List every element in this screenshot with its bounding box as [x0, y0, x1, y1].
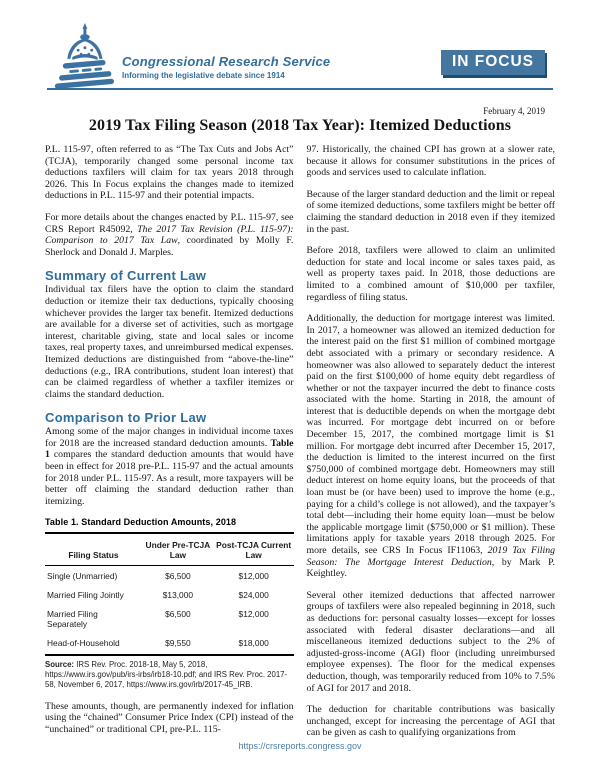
table-cell: $12,000 — [238, 571, 269, 582]
paragraph: Several other itemized deductions that affected narrower groups of taxfilers were also repealed beginning in 2018, such as deductions for: personal casualty losses—except for losses associated with federal disaster declarations—and all miscellaneous itemized deductions subject to the 2% of adjusted-gross-income (AGI) floor (including unreimbursed employee expenses). The floor for the medical expenses deduction, though, was temporarily reduced from 10% to 7.5% of AGI for 2017 and 2018. — [306, 589, 555, 694]
table-1-block — [45, 517, 294, 689]
table-cell: $6,500 — [165, 609, 191, 620]
crs-brand — [50, 22, 330, 90]
right-column — [307, 144, 556, 749]
table-cell: Married Filing Separately — [47, 609, 98, 630]
table-cell: $24,000 — [238, 590, 269, 601]
table-cell: Single (Unmarried) — [47, 571, 118, 582]
table-cell: Married Filing Jointly — [47, 590, 124, 601]
org-tagline: Informing the legislative debate since 1914 — [122, 71, 285, 80]
paragraph: The deduction for charitable contributions was basically unchanged, except for increasing the percentage of AGI that can be given as cash to qualifying organizations from — [306, 704, 555, 739]
paragraph: 97. Historically, the chained CPI has grown at a slower rate, because it allows for consumer substitutions in the prices of goods and services used to calculate inflation. — [306, 144, 555, 179]
table-row — [45, 566, 294, 586]
brand-text — [122, 54, 330, 90]
capitol-dome-icon — [50, 22, 114, 90]
paragraph: These amounts, though, are permanently indexed for inflation using the “chained” Consumer Price Index (CPI) instead of the “unchained” or traditional CPI, pre-P.L. 115- — [45, 700, 294, 736]
header-rule — [47, 88, 553, 90]
table-cell: Head-of-Household — [45, 633, 142, 655]
table-row — [45, 604, 294, 633]
table-header-cell: Post-TCJA Current Law — [214, 533, 294, 566]
table-title: Table 1. Standard Deduction Amounts, 2018 — [45, 517, 237, 528]
page-title: 2019 Tax Filing Season (2018 Tax Year): Itemized Deductions — [88, 117, 512, 134]
table-cell: $13,000 — [162, 590, 194, 601]
section-heading-summary-of-current-law: Summary of Current Law — [45, 268, 207, 284]
table-cell: $18,000 — [214, 633, 294, 655]
table-row — [45, 633, 294, 655]
document-header — [0, 0, 600, 96]
footer-link[interactable]: https://crsreports.congress.gov — [238, 741, 362, 751]
paragraph: Additionally, the deduction for mortgage interest was limited. In 2017, a homeowner was allowed an itemized deduction for the interest paid on the first $1 million of combined mortgage debt associated with a primary or secondary residence. A homeowner was also allowed to separately deduct the interest paid on the first $100,000 of home equity debt regardless of whether or not the taxpayer incurred the debt to finance costs associated with the home. Starting in 2018, the amount of interest that is deductible depends on when the mortgage debt was incurred. For mortgage debt incurred on or before December 15, 2017, the combined mortgage limit is $1 million. For mortgage debt incurred after December 15, 2017, the deduction is limited to the interest incurred on the first $750,000 of combined mortgage debt. Homeowners may still deduct interest on home equity loans, but the proceeds of that loan must be (or have been) used to improve the home (e.g., paying for a child’s college is not allowed), and the taxpayer’s total debt—including their home equity loan—must be below the applicable mortgage limit ($750,000 or $1 million). These limitations apply for taxable years 2018 through 2025. For more details, see CRS In Focus IF11063, 2019 Tax Filing Season: The Mortgage Interest Deduction, by Mark P. Keightley. — [306, 313, 555, 580]
publication-date: February 4, 2019 — [483, 106, 545, 116]
table-header-cell: Filing Status — [45, 533, 142, 566]
table-header-row — [45, 533, 294, 566]
two-column-body — [0, 144, 600, 749]
left-column — [45, 144, 294, 749]
paragraph: Individual tax filers have the option to claim the standard deduction or itemize their tax deductions, typically choosing whichever provides the larger tax benefit. Itemized deductions are available for a diverse set of activities, such as mortgage interest, charitable giving, state and local sales or income taxes, real property taxes, and unreimbursed medical expenses. Itemized deductions are distinguished from “above-the-line” deductions (e.g., IRA contributions, student loan interest) that can be claimed regardless of whether a taxfiler itemizes or claims the standard deduction. — [45, 284, 294, 400]
section-heading-comparison-to-prior-law: Comparison to Prior Law — [45, 410, 207, 426]
paragraph: P.L. 115-97, often referred to as “The Tax Cuts and Jobs Act” (TCJA), temporarily changed some personal income tax deductions taxfilers will claim for tax years 2018 through 2026. This In Focus explains the changes made to itemized deductions in P.L. 115-97 and their potential impacts. — [45, 144, 294, 202]
page-footer — [0, 736, 600, 754]
table-cell: $12,000 — [238, 609, 269, 620]
table-cell: $6,500 — [165, 571, 191, 582]
table-header-cell: Under Pre-TCJA Law — [142, 533, 214, 566]
in-focus-badge: IN FOCUS — [441, 50, 545, 75]
table-source-note: Source: IRS Rev. Proc. 2018-18, May 5, 2018, https://www.irs.gov/pub/irs-irbs/irb18-10.pdf; and IRS Rev. Proc. 2017-58, November 6, 2017, https://www.irs.gov/irb/2017-45_IRB. — [45, 660, 288, 690]
standard-deduction-table — [45, 532, 294, 656]
paragraph: Among some of the major changes in individual income taxes for 2018 are the increased standard deduction amounts. Table 1 compares the standard deduction amounts that would have been in effect for 2018 pre-P.L. 115-97 and the actual amounts for 2018 under P.L. 115-97. As a result, more taxpayers will be better off claiming the standard deduction rather than itemizing. — [45, 426, 294, 507]
paragraph: For more details about the changes enacted by P.L. 115-97, see CRS Report R45092, The 2017 Tax Revision (P.L. 115-97): Comparison to 2017 Tax Law, coordinated by Molly F. Sherlock and Donald J. Marples. — [45, 211, 294, 258]
table-cell: $9,550 — [142, 633, 214, 655]
table-row — [45, 585, 294, 604]
paragraph: Before 2018, taxfilers were allowed to claim an unlimited deduction for state and local income or sales taxes paid, as well as property taxes paid. In 2018, those deductions are limited to a combined amount of $10,000 per taxfiler, regardless of filing status. — [306, 245, 555, 303]
paragraph: Because of the larger standard deduction and the limit or repeal of some itemized deductions, some taxfilers might be better off claiming the standard deduction in 2018 even if they itemized in the past. — [306, 188, 555, 235]
org-name: Congressional Research Service — [122, 54, 331, 69]
